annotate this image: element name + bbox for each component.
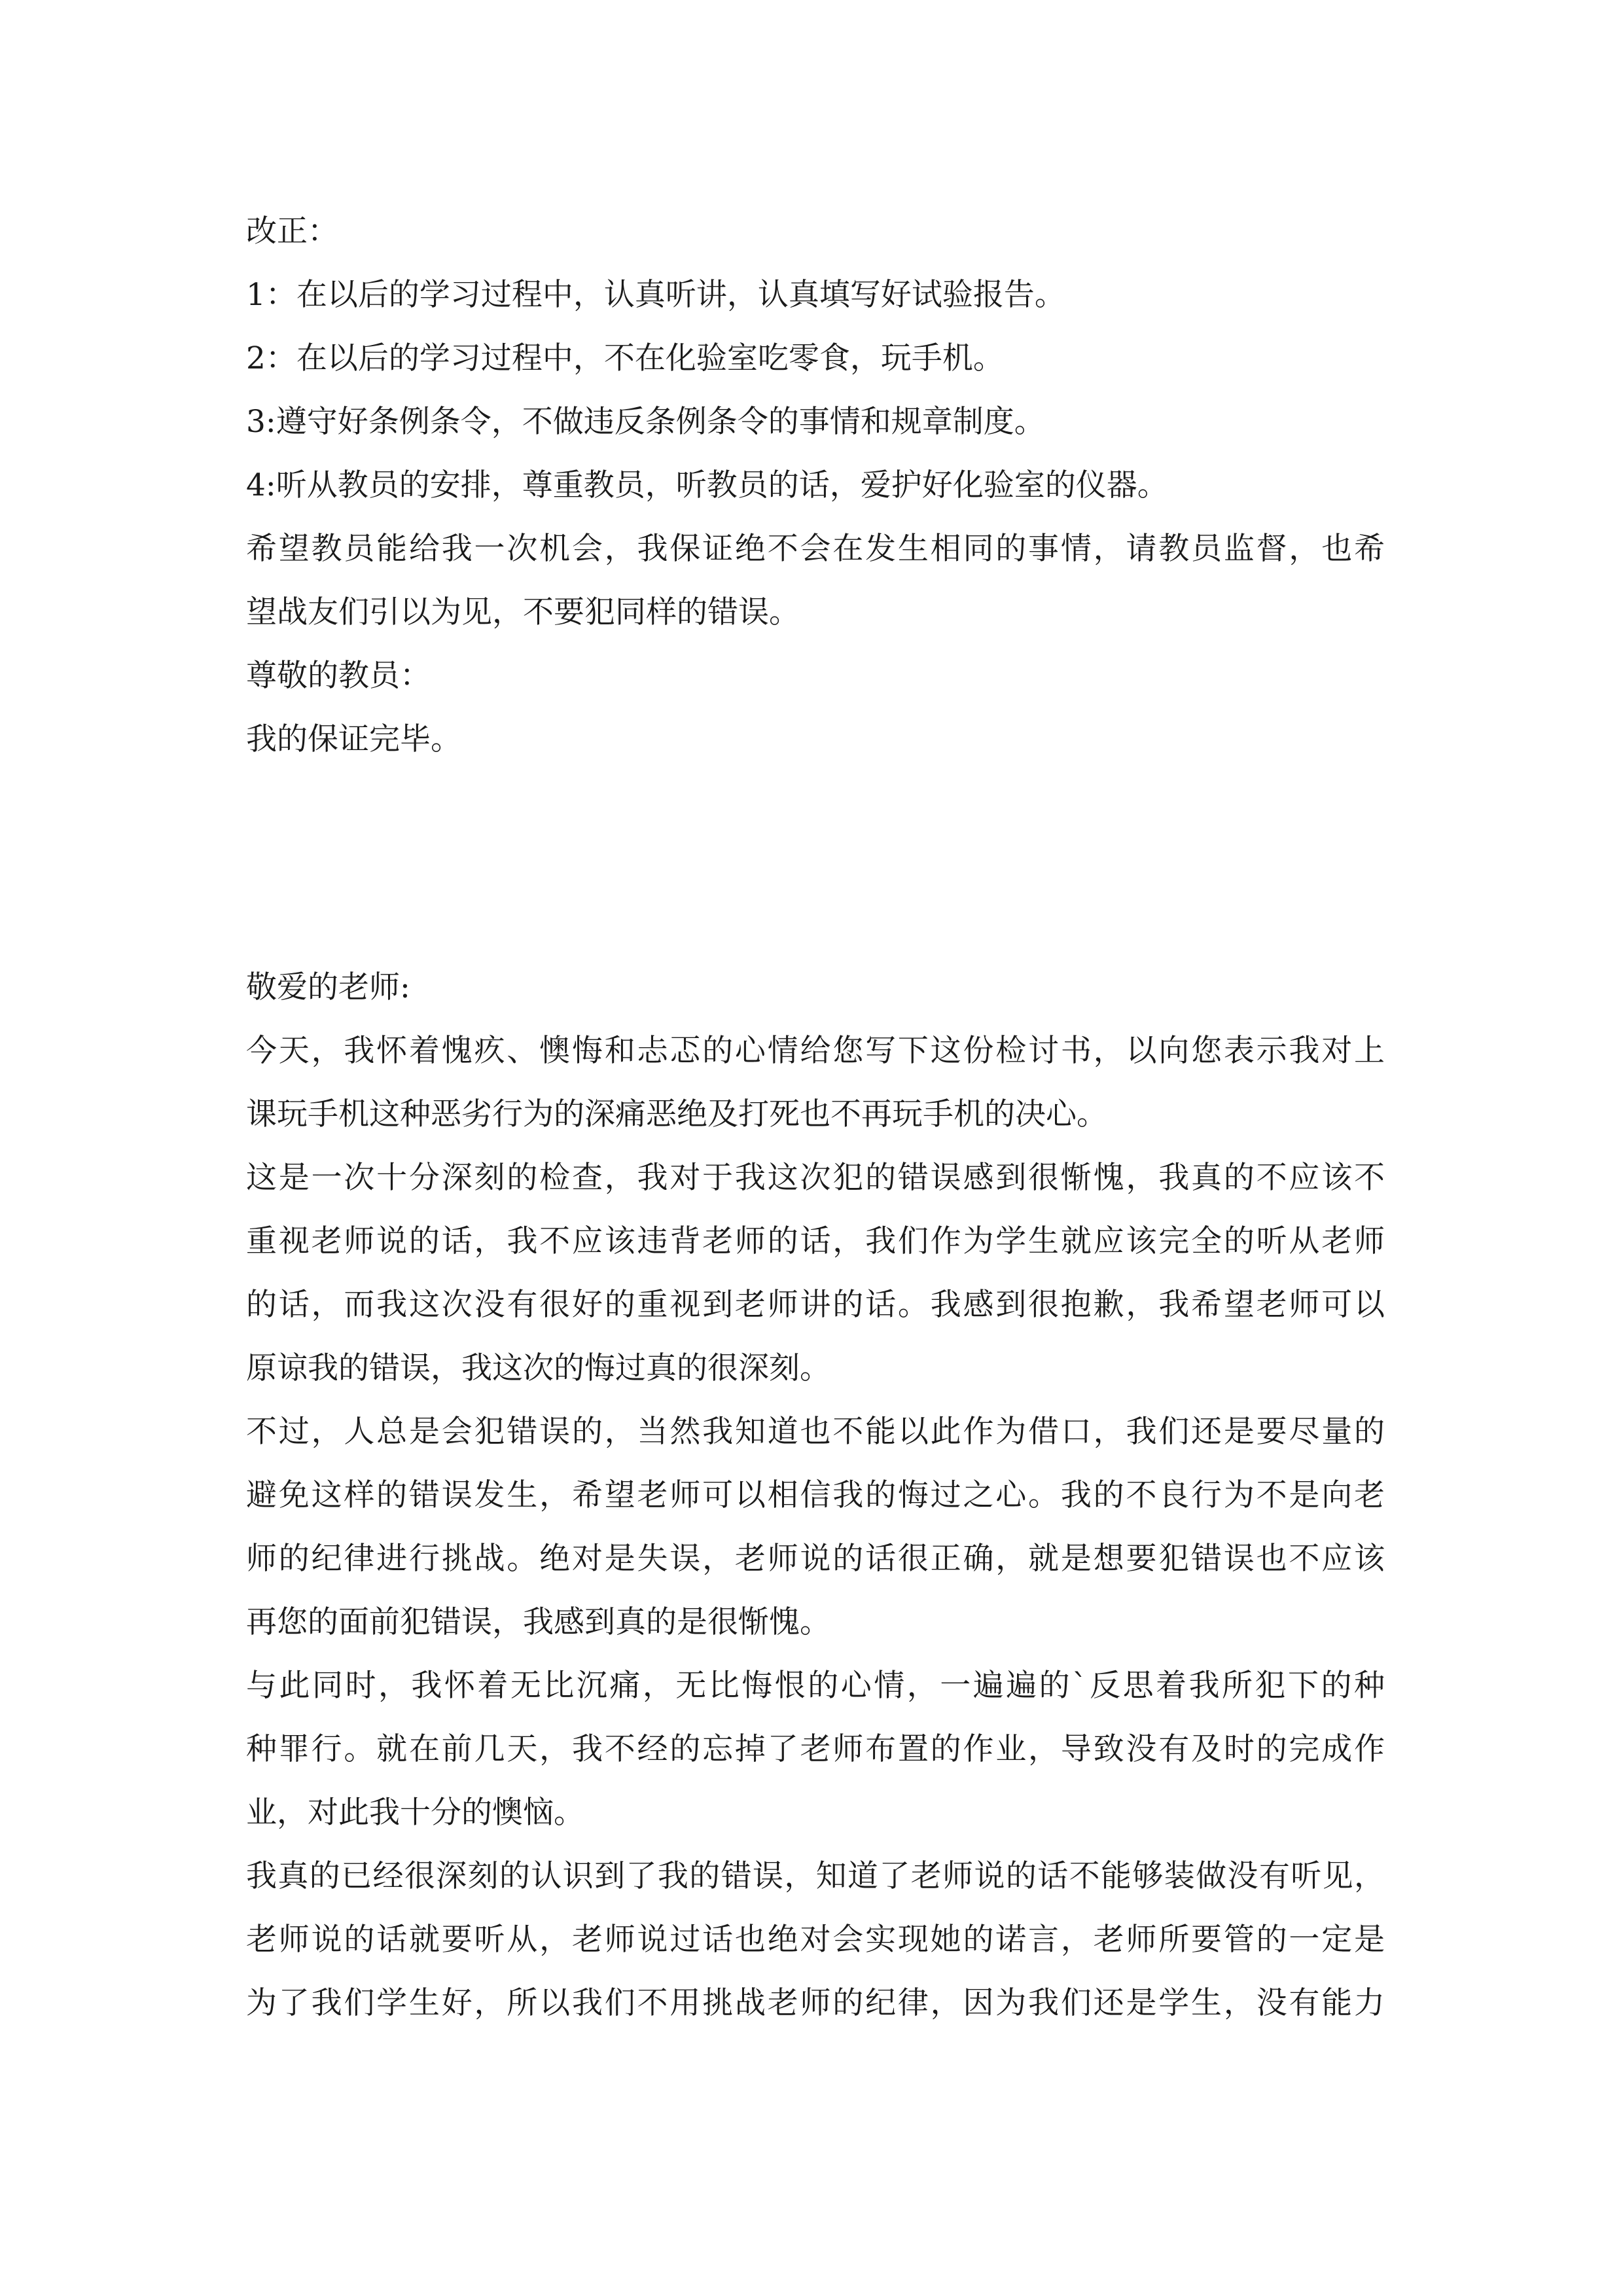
correction-item-2: 2：在以后的学习过程中，不在化验室吃零食，玩手机。 [246,340,1004,376]
letter-line: 为了我们学生好，所以我们不用挑战老师的纪律，因为我们还是学生，没有能力 [246,1985,1385,2021]
letter-line: 再您的面前犯错误，我感到真的是很惭愧。 [246,1604,830,1640]
hope-paragraph-line-2: 望战友们引以为见，不要犯同样的错误。 [246,594,800,630]
letter-line: 业，对此我十分的懊恼。 [246,1795,584,1831]
salutation: 尊敬的教员： [246,658,431,694]
letter-greeting: 敬爱的老师: [246,969,410,1005]
letter-line: 的话，而我这次没有很好的重视到老师讲的话。我感到很抱歉，我希望老师可以 [246,1287,1385,1323]
letter-line: 师的纪律进行挑战。绝对是失误，老师说的话很正确，就是想要犯错误也不应该 [246,1541,1385,1577]
hope-paragraph-line-1: 希望教员能给我一次机会，我保证绝不会在发生相同的事情，请教员监督，也希 [246,531,1385,567]
correction-section [246,200,1385,771]
closing-statement: 我的保证完毕。 [246,721,461,757]
letter-line: 重视老师说的话，我不应该违背老师的话，我们作为学生就应该完全的听从老师 [246,1223,1385,1259]
correction-heading: 改正： [246,213,338,249]
correction-item-3: 3:遵守好条例条令，不做违反条例条令的事情和规章制度。 [246,404,1045,440]
letter-line: 老师说的话就要听从，老师说过话也绝对会实现她的诺言，老师所要管的一定是 [246,1922,1385,1958]
correction-item-1: 1：在以后的学习过程中，认真听讲，认真填写好试验报告。 [246,277,1065,313]
letter-line: 今天，我怀着愧疚、懊悔和忐忑的心情给您写下这份检讨书，以向您表示我对上 [246,1033,1385,1069]
letter-line: 我真的已经很深刻的认识到了我的错误，知道了老师说的话不能够装做没有听见， [246,1858,1385,1894]
letter-line: 这是一次十分深刻的检查，我对于我这次犯的错误感到很惭愧，我真的不应该不 [246,1160,1385,1196]
letter-line: 原谅我的错误，我这次的悔过真的很深刻。 [246,1350,830,1386]
letter-section [246,956,1385,2035]
letter-line: 避免这样的错误发生，希望老师可以相信我的悔过之心。我的不良行为不是向老 [246,1477,1385,1513]
letter-line: 不过，人总是会犯错误的，当然我知道也不能以此作为借口，我们还是要尽量的 [246,1414,1385,1450]
correction-item-4: 4:听从教员的安排，尊重教员，听教员的话，爱护好化验室的仪器。 [246,467,1168,503]
letter-line: 与此同时，我怀着无比沉痛，无比悔恨的心情，一遍遍的`反思着我所犯下的种 [246,1668,1385,1704]
letter-line: 种罪行。就在前几天，我不经的忘掉了老师布置的作业，导致没有及时的完成作 [246,1731,1385,1767]
letter-line: 课玩手机这种恶劣行为的深痛恶绝及打死也不再玩手机的决心。 [246,1096,1107,1132]
